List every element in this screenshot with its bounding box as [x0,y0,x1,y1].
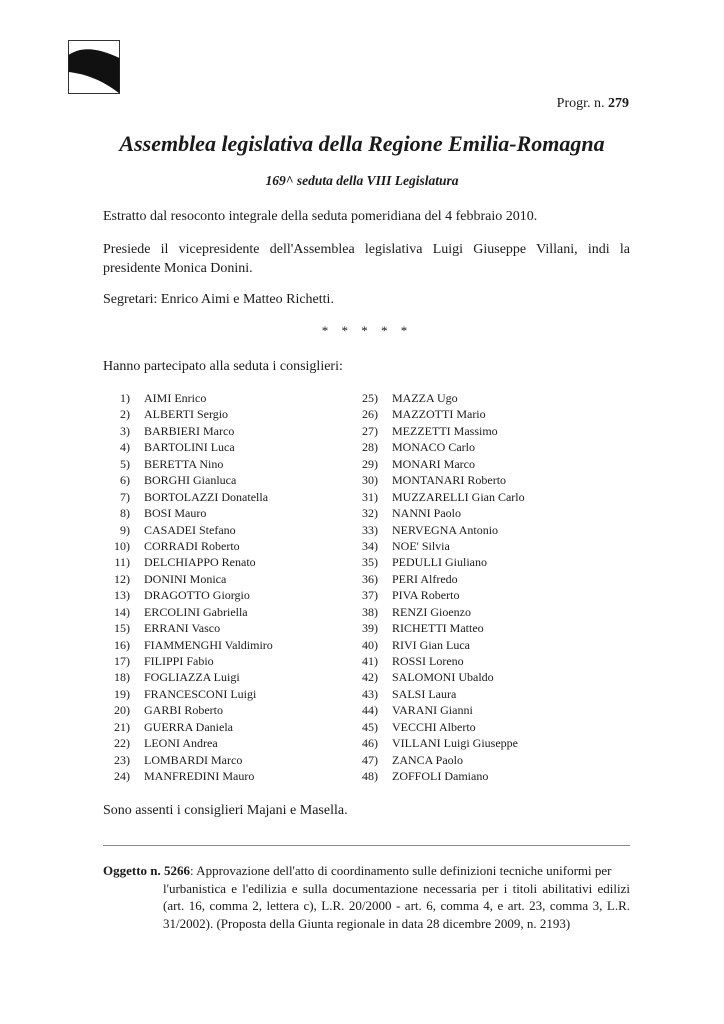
list-item-number: 26) [362,407,378,422]
list-item-number: 31) [362,489,378,504]
list-item-name: RICHETTI Matteo [392,621,484,636]
list-item [104,768,344,784]
list-item-number: 36) [362,571,378,586]
list-item [104,554,344,570]
list-item-number: 17) [114,654,130,668]
list-item-number: 28) [362,440,378,455]
progr-value: 279 [608,96,629,111]
list-item [104,587,344,603]
list-item-number: 21) [114,719,130,734]
presides-paragraph: Presiede il vicepresidente dell'Assemblea legislativa Luigi Giuseppe Villani, indi la presidente Monica Donini. [103,242,630,276]
secretaries-paragraph: Segretari: Enrico Aimi e Matteo Richetti. [103,292,334,307]
list-item-number: 44) [362,703,378,718]
list-item-name: MUZZARELLI Gian Carlo [392,489,525,504]
list-item [352,587,592,603]
list-item [104,472,344,488]
list-item-name: MAZZOTTI Mario [392,407,486,422]
region-logo [68,40,120,94]
list-item [352,669,592,685]
list-item-name: FIAMMENGHI Valdimiro [144,637,273,652]
list-item-number: 13) [114,588,130,603]
list-item [104,735,344,751]
list-item [352,505,592,521]
list-item-number: 19) [114,686,130,701]
list-item-number: 14) [114,604,130,619]
list-item [352,571,592,587]
list-item-number: 7) [120,489,130,504]
list-item-number: 18) [114,670,130,685]
list-item [104,719,344,735]
list-item-name: ZOFFOLI Damiano [392,769,489,784]
list-item-name: NANNI Paolo [392,506,461,521]
document-title: Assemblea legislativa della Regione Emilia-Romagna [119,131,605,156]
list-item-name: ERCOLINI Gabriella [144,604,248,619]
list-item-name: SALOMONI Ubaldo [392,670,494,685]
list-item-number: 46) [362,736,378,751]
list-item [352,554,592,570]
list-item-name: NERVEGNA Antonio [392,522,499,537]
list-item-number: 32) [362,506,378,521]
list-item-name: MONARI Marco [392,456,475,471]
list-item-name: LOMBARDI Marco [144,752,243,767]
participants-list-right [352,390,592,785]
list-item [104,522,344,538]
list-item-name: ERRANI Vasco [144,621,221,636]
participants-list-left [104,390,344,785]
list-item-number: 2) [120,407,130,422]
list-item [352,406,592,422]
list-item-name: DELCHIAPPO Renato [144,555,256,570]
list-item-number: 41) [362,654,378,668]
list-item-number: 1) [120,391,130,405]
list-item-name: VILLANI Luigi Giuseppe [392,736,518,751]
session-subtitle: 169^ seduta della VIII Legislatura [265,173,459,188]
list-item-name: BARBIERI Marco [144,423,235,438]
list-item-number: 16) [114,637,130,652]
list-item [352,637,592,653]
list-item-name: PERI Alfredo [392,571,458,586]
list-item [352,735,592,751]
list-item-name: GARBI Roberto [144,703,223,718]
list-item-number: 6) [120,473,130,488]
list-item-number: 30) [362,473,378,488]
list-item-number: 45) [362,719,378,734]
list-item [104,571,344,587]
list-item-name: FILIPPI Fabio [144,654,214,668]
list-item-number: 9) [120,522,130,537]
oggetto-text-continuation: l'urbanistica e l'edilizia e sulla documentazione necessaria per i titoli abilitativi edilizi (art. 16, comma 2, lettera c), L.R. 20/2000 - art. 6, comma 4, e art. 23, comma 3, L.R. 31/2002). (Proposta della Giunta regionale in data 28 dicembre 2009, n. 2193) [163,880,630,931]
list-item-number: 23) [114,752,130,767]
list-item [104,669,344,685]
list-item-name: LEONI Andrea [144,736,218,751]
list-item [104,505,344,521]
list-item-number: 47) [362,752,378,767]
list-item [352,489,592,505]
list-item-name: FOGLIAZZA Luigi [144,670,240,685]
list-item-number: 33) [362,522,378,537]
list-item-number: 34) [362,538,378,553]
list-item-name: VECCHI Alberto [392,719,476,734]
list-item [104,406,344,422]
list-item-number: 15) [114,621,130,636]
oggetto-first-line [103,862,630,880]
progressive-number [557,96,629,112]
list-item [104,456,344,472]
list-item-name: MEZZETTI Massimo [392,423,498,438]
list-item-name: MAZZA Ugo [392,391,458,405]
list-item-name: DONINI Monica [144,571,227,586]
list-item [352,423,592,439]
list-item [352,719,592,735]
list-item-name: ALBERTI Sergio [144,407,229,422]
list-item-number: 48) [362,769,378,784]
participants-intro: Hanno partecipato alla seduta i consiglieri: [103,359,343,374]
list-item-name: BORTOLAZZI Donatella [144,489,269,504]
list-item [352,702,592,718]
list-item-name: BOSI Mauro [144,506,207,521]
list-item [352,604,592,620]
list-item [352,620,592,636]
list-item [352,752,592,768]
list-item-number: 3) [120,423,130,438]
list-item-name: BERETTA Nino [144,456,224,471]
list-item-name: ROSSI Loreno [392,654,464,668]
list-item-number: 4) [120,440,130,455]
list-item-name: MONACO Carlo [392,440,475,455]
list-item-number: 20) [114,703,130,718]
list-item [352,522,592,538]
list-item-name: FRANCESCONI Luigi [144,686,257,701]
list-item-name: RIVI Gian Luca [392,637,470,652]
list-item [104,752,344,768]
list-item-name: VARANI Gianni [392,703,473,718]
list-item-number: 24) [114,769,130,784]
extract-paragraph: Estratto dal resoconto integrale della seduta pomeridiana del 4 febbraio 2010. [103,209,538,224]
list-item-number: 22) [114,736,130,751]
list-item-number: 5) [120,456,130,471]
list-item [104,702,344,718]
list-item [352,768,592,784]
list-item-name: BARTOLINI Luca [144,440,235,455]
list-item-name: AIMI Enrico [144,391,207,405]
list-item [352,472,592,488]
list-item [104,423,344,439]
list-item [104,439,344,455]
list-item-name: GUERRA Daniela [144,719,233,734]
list-item-number: 11) [114,555,130,570]
progr-label: Progr. n. [556,96,605,111]
list-item-number: 40) [362,637,378,652]
list-item [104,686,344,702]
oggetto-text-start: : Approvazione dell'atto di coordinamento sulle definizioni tecniche uniformi per [190,863,612,878]
list-item [352,390,592,406]
list-item-number: 8) [120,506,130,521]
list-item-number: 12) [114,571,130,586]
list-item-name: ZANCA Paolo [392,752,464,767]
list-item-number: 42) [362,670,378,685]
list-item [104,604,344,620]
list-item [104,620,344,636]
list-item [352,686,592,702]
list-item-number: 43) [362,686,378,701]
list-item [104,653,344,669]
list-item-name: CASADEI Stefano [144,522,236,537]
oggetto-block [103,862,630,932]
list-item-number: 35) [362,555,378,570]
list-item-name: MONTANARI Roberto [392,473,507,488]
list-item-number: 38) [362,604,378,619]
list-item-name: RENZI Gioenzo [392,604,471,619]
list-item-name: CORRADI Roberto [144,538,240,553]
list-item [352,439,592,455]
list-item [352,456,592,472]
list-item-number: 25) [362,391,378,405]
oggetto-label: Oggetto n. 5266 [103,863,191,878]
absent-paragraph: Sono assenti i consiglieri Majani e Masella. [103,803,348,818]
divider [103,845,630,846]
list-item-name: BORGHI Gianluca [144,473,237,488]
list-item-number: 39) [362,621,378,636]
list-item [352,653,592,669]
list-item [352,538,592,554]
list-item-name: PIVA Roberto [392,588,460,603]
section-separator: * * * * * [321,323,413,338]
list-item-number: 10) [114,538,130,553]
list-item-name: PEDULLI Giuliano [392,555,487,570]
list-item [104,538,344,554]
list-item-number: 27) [362,423,378,438]
list-item-name: SALSI Laura [392,686,457,701]
list-item-number: 37) [362,588,378,603]
list-item-name: NOE' Silvia [392,538,450,553]
list-item [104,637,344,653]
list-item-number: 29) [362,456,378,471]
list-item [104,390,344,406]
list-item-name: MANFREDINI Mauro [144,769,255,784]
list-item-name: DRAGOTTO Giorgio [144,588,250,603]
list-item [104,489,344,505]
